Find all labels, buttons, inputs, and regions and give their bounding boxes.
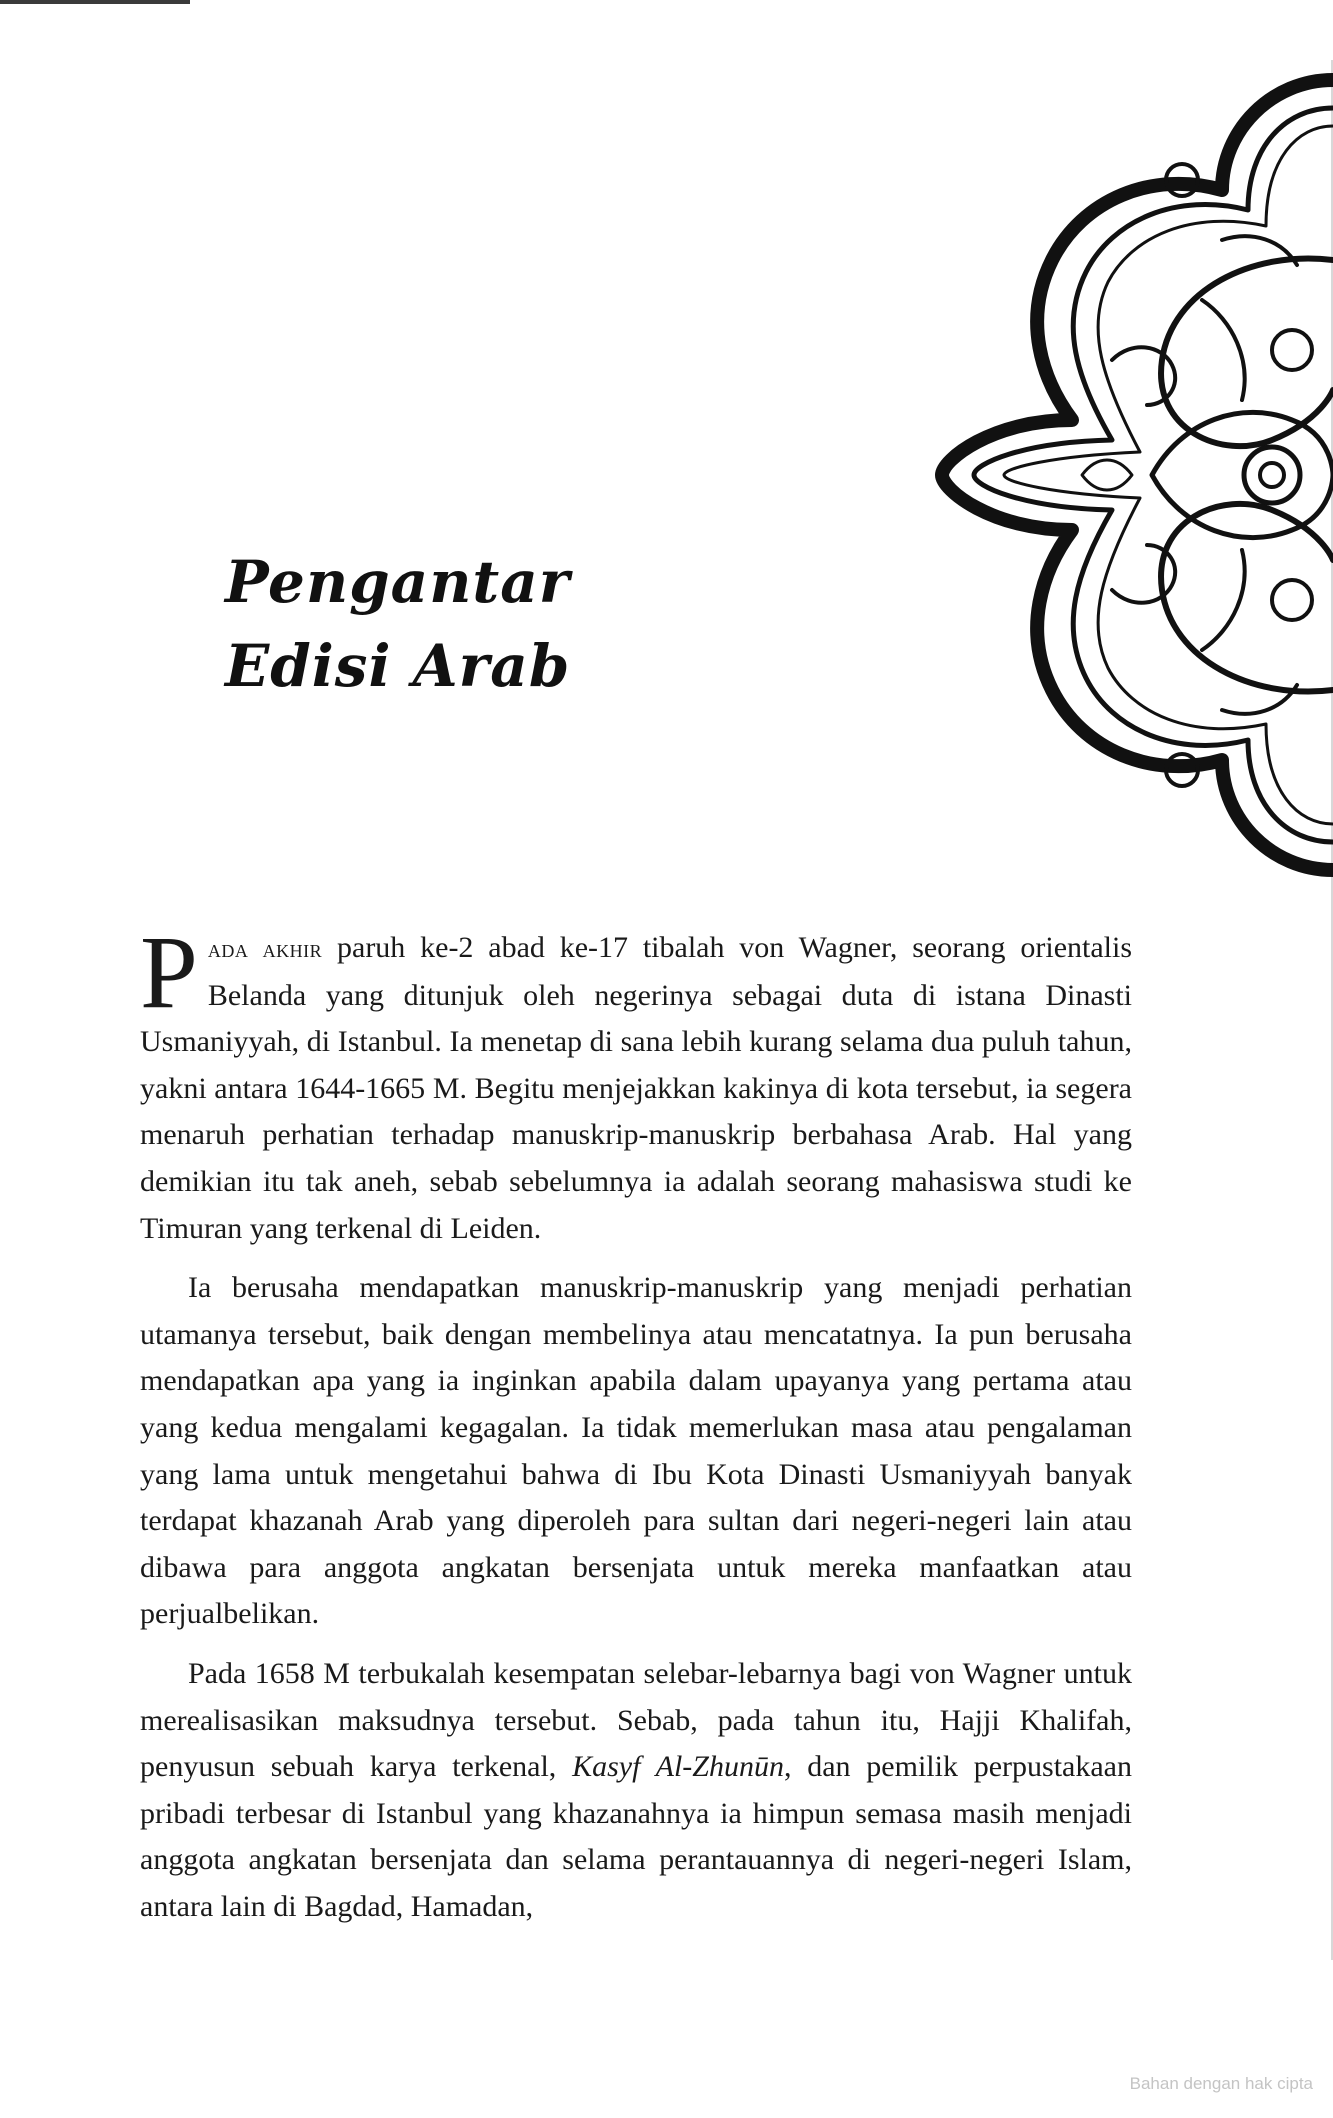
chapter-title (225, 540, 645, 708)
book-title-italic: Kasyf Al-Zhunūn (572, 1750, 784, 1784)
body-text (140, 915, 1133, 1943)
paragraph-1 (140, 915, 1133, 1252)
paragraph-2-text: Ia berusaha mendapatkan manuskrip-manuskrip yang menjadi perhatian utamanya tersebut, baik dengan membelinya atau mencatatnya. Ia pun berusaha mendapatkan apa yang ia inginkan apabila dalam upayanya yang pertama atau yang kedua mengalami kegagalan. Ia tidak memerlukan masa atau pengalaman yang lama untuk mengetahui bahwa di Ibu Kota Dinasti Usmaniyyah banyak terdapat khazanah Arab yang diperoleh para sultan dari negeri-negeri lain atau dibawa para anggota angkatan bersenjata untuk mereka manfaatkan atau perjualbelikan. (140, 1271, 1132, 1631)
copyright-watermark: Bahan dengan hak cipta (1129, 2074, 1313, 2093)
paragraph-3-text-after: , dan pemilik perpustakaan pribadi terbesar di Istanbul yang khazanahnya ia himpun semasa masih menjadi anggota angkatan bersenjata dan selama perantauannya di negeri-negeri Islam, antara lain di Bagdad, Hamadan, (140, 1750, 1132, 1923)
paragraph-3-text-before: Pada 1658 M terbukalah kesempatan selebar-lebarnya bagi von Wagner untuk merealisasikan maksudnya tersebut. Sebab, pada tahun itu, Hajji Khalifah, penyusun sebuah karya terkenal, (140, 1656, 1132, 1784)
chapter-title-line-2: Edisi Arab (225, 632, 571, 700)
paragraph-lead-smallcaps: ada akhir (207, 934, 323, 963)
paragraph-3 (140, 1651, 1132, 1931)
paragraph-1-text: paruh ke-2 abad ke-17 tibalah von Wagner, seorang orientalis Belanda yang ditunjuk oleh negerinya sebagai duta di istana Dinasti Usmaniyyah, di Istanbul. Ia menetap di sana lebih kurang selama dua puluh tahun, yakni antara 1644-1665 M. Begitu menjejakkan kakinya di kota tersebut, ia segera menaruh perhatian terhadap manuskrip-manuskrip berbahasa Arab. Hal yang demikian itu tak aneh, sebab sebelumnya ia adalah seorang mahasiswa studi ke Timuran yang terkenal di Leiden. (140, 931, 1133, 1245)
arabesque-ornament-icon (752, 60, 1333, 890)
chapter-title-line-1: Pengantar (225, 548, 571, 616)
paragraph-2 (140, 1265, 1132, 1638)
drop-cap: P (140, 915, 198, 1030)
page-edge-mark (0, 0, 190, 4)
